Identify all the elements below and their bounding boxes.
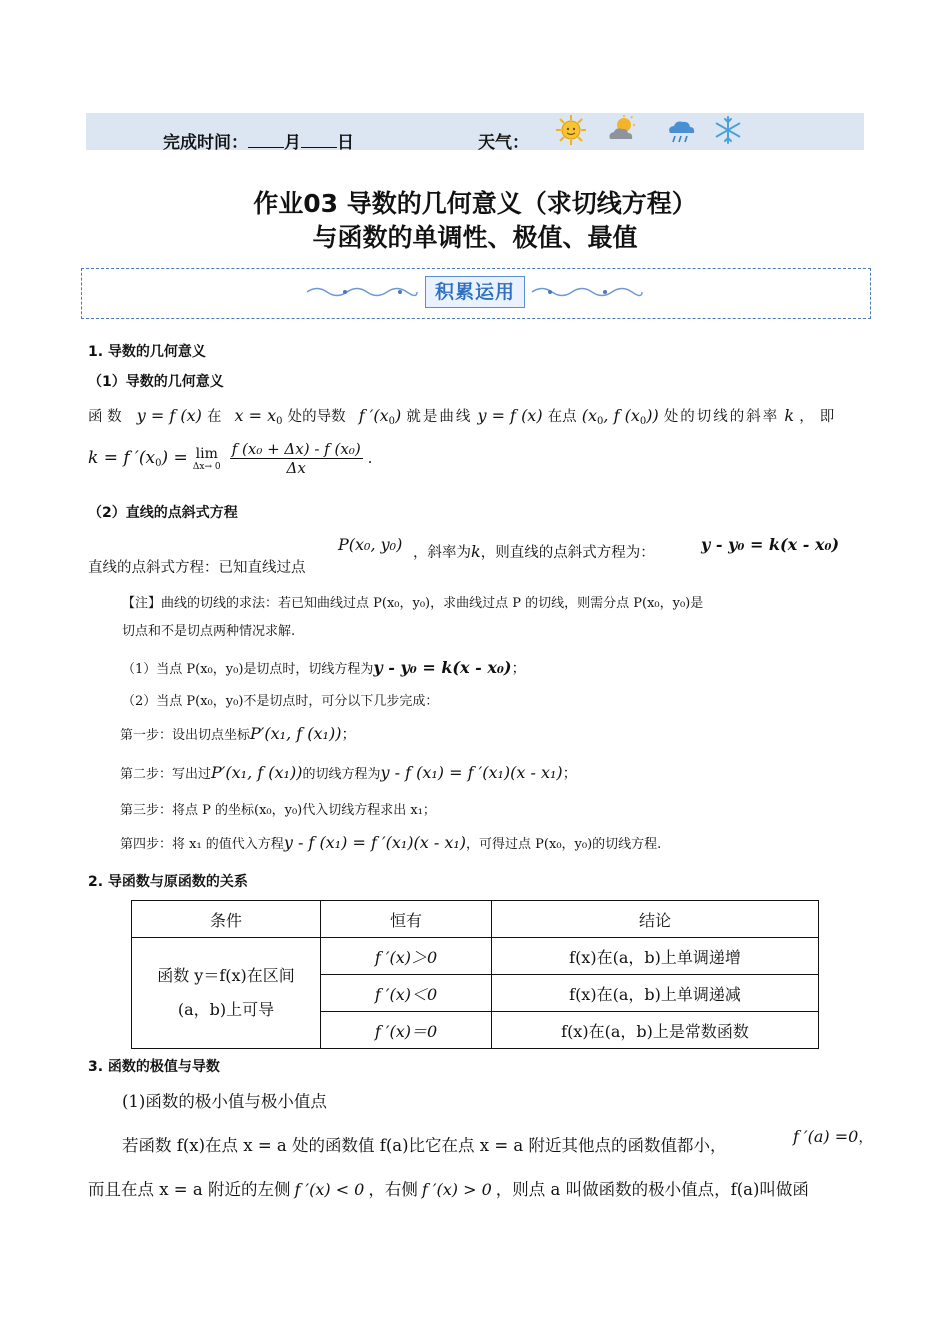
table-cell: f ′(x)＜0 (321, 975, 492, 1012)
derivative-definition-line: 函 数 y = f (x) 在 $x = x_0$ 处的导数 f $'(x_0)$ 就是曲线 y = f (x) 在点 ($x_0$, f $(x_0)$) 处的切线的斜率 k ，即 (88, 406, 841, 427)
month-blank[interactable] (248, 133, 284, 148)
table-cell: f ′(x)＝0 (321, 1012, 492, 1049)
fprime-a-zero: f ′(a) =0， (793, 1127, 873, 1146)
case-2-line: （2）当点 P(x₀，y₀)不是切点时，可分以下几步完成： (122, 694, 439, 709)
weather-label: 天气： (478, 133, 529, 153)
case-1-line: （1）当点 P(x₀，y₀)是切点时，切线方程为y - y₀ = k(x - x₀)； (122, 658, 526, 677)
section-3-subheading: (1)函数的极小值与极小值点 (122, 1092, 327, 1111)
section-1-heading: 1. 导数的几何意义 (88, 344, 206, 360)
completion-time: 完成时间： 月 日 (163, 133, 354, 153)
table-cell: f ′(x)＞0 (321, 938, 492, 975)
page-title-line1: 作业03 导数的几何意义（求切线方程） (253, 189, 697, 218)
condition-cell: 函数 y＝f(x)在区间 (a，b)上可导 (132, 938, 321, 1049)
table-cell: f(x)在(a，b)上单调递增 (492, 938, 819, 975)
minimum-definition-line-1: 若函数 f(x)在点 x = a 处的函数值 f(a)比它在点 x = a 附近其他点的函数值都小， (122, 1136, 727, 1155)
table-header-cell: 恒有 (321, 901, 492, 938)
point-slope-line: 直线的点斜式方程：已知直线过点 (88, 560, 306, 576)
table-header-cell: 结论 (492, 901, 819, 938)
section-2-heading: 2. 导函数与原函数的关系 (88, 874, 248, 890)
section-1-subheading-2: （2）直线的点斜式方程 (88, 505, 238, 521)
step-2-line: 第二步：写出过P′(x₁, f (x₁))的切线方程为y - f (x₁) = f ′(x₁)(x - x₁)； (120, 763, 578, 782)
table-cell: f(x)在(a，b)上单调递减 (492, 975, 819, 1012)
partly-cloudy-icon[interactable] (605, 114, 637, 146)
wave-decoration-left-icon (305, 283, 420, 301)
table-header-row (132, 901, 819, 938)
note-line-2: 切点和不是切点两种情况求解. (122, 624, 296, 639)
sun-icon[interactable] (555, 114, 587, 146)
table-header-cell: 条件 (132, 901, 321, 938)
banner-badge: 积累运用 (425, 276, 525, 308)
page-title-line2: 与函数的单调性、极值、最值 (312, 223, 638, 252)
section-3-heading: 3. 函数的极值与导数 (88, 1059, 220, 1075)
section-1-subheading-1: （1）导数的几何意义 (88, 374, 224, 390)
wave-decoration-right-icon (530, 283, 645, 301)
point-p-formula: P(x₀, y₀) (338, 535, 403, 554)
derivative-relation-table (131, 900, 819, 1049)
table-row (132, 938, 819, 975)
point-slope-equation: y - y₀ = k(x - x₀) (701, 535, 840, 554)
limit-formula: k = f $'(x_0)$ = lim Δx→ 0 $\frac{\text{f (x₀ + Δx) - f (x₀)}}{\Delta x}$ . (88, 440, 373, 477)
step-1-line: 第一步：设出切点坐标P′(x₁, f (x₁))； (120, 724, 356, 743)
rain-cloud-icon[interactable] (665, 114, 697, 146)
step-3-line: 第三步：将点 P 的坐标(x₀，y₀)代入切线方程求出 x₁； (120, 803, 436, 818)
note-line-1: 【注】曲线的切线的求法：若已知曲线过点 P(x₀，y₀)，求曲线过点 P 的切线，则需分点 P(x₀，y₀)是 (122, 596, 704, 611)
day-blank[interactable] (301, 133, 337, 148)
snowflake-icon[interactable] (712, 114, 744, 146)
table-cell: f(x)在(a，b)上是常数函数 (492, 1012, 819, 1049)
minimum-definition-line-2: 而且在点 x = a 附近的左侧 f ′(x) < 0 ，右侧 f ′(x) > 0 ，则点 a 叫做函数的极小值点，f(a)叫做函 (88, 1180, 809, 1199)
step-4-line: 第四步：将 x₁ 的值代入方程y - f (x₁) = f ′(x₁)(x - x₁)，可得过点 P(x₀，y₀)的切线方程. (120, 833, 662, 852)
